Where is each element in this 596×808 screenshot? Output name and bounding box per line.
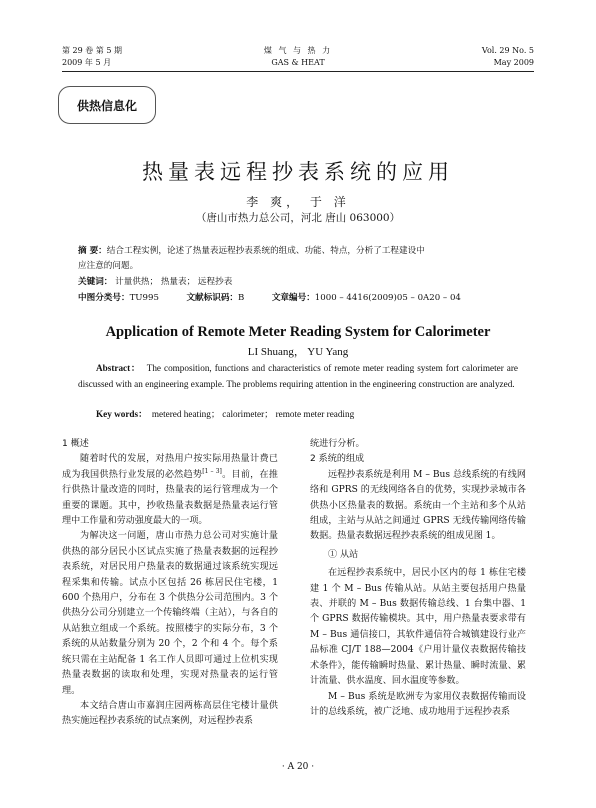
subsection-1-heading: ① 从站 (328, 549, 359, 560)
journal-name-en: GAS & HEAT (271, 58, 325, 67)
paragraph-1-text-b: 。目前，在推行供热计量改造的同时，热量表的运行管理成为一个重要的课题。其中，抄收热量表数据是热量表运行管理中工作量和劳动强度最大的一项。 (62, 469, 278, 527)
abstract-en-text: The composition, functions and characteristics of remote meter reading system fort calorimeter are discussed with an engineering example. The problems requiring attention in the engineering construction are analyzed. (78, 363, 518, 389)
clc-label: 中图分类号： (78, 293, 130, 303)
paragraph-6: M – Bus 系统是欧洲专为家用仪表数据传输而设计的总线系统，被广泛地、成功地用于远程抄表系 (310, 691, 526, 717)
keywords-en-text: metered heating； calorimeter； remote meter reading (151, 409, 355, 419)
classification-line (78, 291, 518, 306)
affiliation: （唐山市热力总公司，河北 唐山 063000） (195, 212, 401, 224)
keywords-cn-text: 计量供热； 热量表； 远程抄表 (115, 277, 233, 287)
journal-volume: 第 29 卷 第 5 期 (62, 46, 122, 55)
journal-date-en: May 2009 (493, 58, 534, 67)
abstract-cn-text-2: 应注意的问题。 (78, 261, 139, 271)
abstract-cn (78, 244, 518, 274)
section-2-heading: 2 系统的组成 (310, 454, 365, 465)
doc-code-value: B (238, 293, 245, 303)
article-title-cn: 热量表远程抄表系统的应用 (142, 160, 454, 184)
body-column-left (62, 437, 278, 730)
clc-value: TU995 (129, 293, 159, 303)
page-number: · A 20 · (281, 762, 315, 772)
keywords-en (96, 406, 516, 420)
abstract-en (78, 360, 518, 392)
section-1-heading: 1 概述 (62, 439, 89, 449)
paragraph-3-continued: 统进行分析。 (310, 439, 365, 449)
doc-code-label: 文献标识码： (186, 293, 239, 303)
paragraph-3: 本文结合唐山市嘉润庄园两栋高层住宅楼计量供热实施远程抄表系统的试点案例，对远程抄表系 (62, 700, 278, 727)
keywords-en-label: Key words： (96, 409, 148, 419)
journal-volume-en: Vol. 29 No. 5 (481, 46, 534, 55)
paragraph-1 (62, 452, 278, 529)
journal-name-cn: 煤 气 与 热 力 (263, 46, 333, 55)
body-column-right (310, 437, 526, 720)
article-no-label: 文章编号： (271, 293, 315, 303)
authors-cn: 李 爽， 于 洋 (246, 195, 350, 209)
abstract-cn-label: 摘 要： (78, 246, 107, 256)
column-badge: 供热信息化 (58, 86, 156, 124)
keywords-cn (78, 275, 518, 290)
authors-en: LI Shuang， YU Yang (247, 346, 349, 358)
article-no-value: 1000 – 4416(2009)05 – 0A20 – 04 (314, 293, 461, 303)
abstract-cn-text-1: 结合工程实例，论述了热量表远程抄表系统的组成、功能、特点，分析了工程建设中 (106, 246, 425, 256)
paragraph-5: 在远程抄表系统中，居民小区内的每 1 栋住宅楼建 1 个 M – Bus 传输从站。从站主要包括用户热量表、并联的 M – Bus 数据传输总线、1 台集中器、1 个 GPRS 数据传输模块。其中，用户热量表要求带有 M – Bus 通信接口，其软件通信符合城镇建设行业产品标准 CJ/T 188—2004《户用计量仪表数据传输技术条件》，能传输瞬时热量、累计热量、瞬时流量、累计流量、供水温度、回水温度等参数。 (310, 568, 526, 687)
paragraph-4: 远程抄表系统是利用 M – Bus 总线系统的有线网络和 GPRS 的无线网络各自的优势，实现抄录城市各供热小区热量表的数据。系统由一个主站和多个从站组成，主站与从站之间通过 GPRS 无线传输网络传输数据。热量表数据远程抄表系统的组成见图 1。 (310, 469, 526, 542)
abstract-en-label: Abstract： (96, 363, 141, 373)
journal-date-cn: 2009 年 5 月 (62, 58, 112, 67)
paragraph-2: 为解决这一问题，唐山市热力总公司对实施计量供热的部分居民小区试点实施了热量表数据的远程抄表系统，对居民用户热量表的数据通过该系统实现远程采集和传输。试点小区包括 26 栋居民住宅楼，1 600 个热用户，分布在 3 个供热分公司范围内。3 个供热分公司分别建立一个传输终端（主站），与各自的从站独立组成一个系统。按照楼宇的实际分布，3 个系统的从站数量分别为 20 个，2 个和 4 个。每个系统只需在主站配备 1 名工作人员即可通过上位机实现热量表数据的读取和处理，实现对热量表的运行管理。 (62, 531, 278, 696)
header-rule (62, 71, 534, 72)
article-title-en: Application of Remote Meter Reading System for Calorimeter (105, 324, 491, 340)
paragraph-1-text-a: 随着时代的发展，对热用户按实际用热量计费已成为我国供热行业发展的必然趋势 (62, 454, 278, 480)
citation-ref: [1 – 3] (202, 467, 222, 475)
keywords-cn-label: 关键词： (78, 277, 113, 287)
